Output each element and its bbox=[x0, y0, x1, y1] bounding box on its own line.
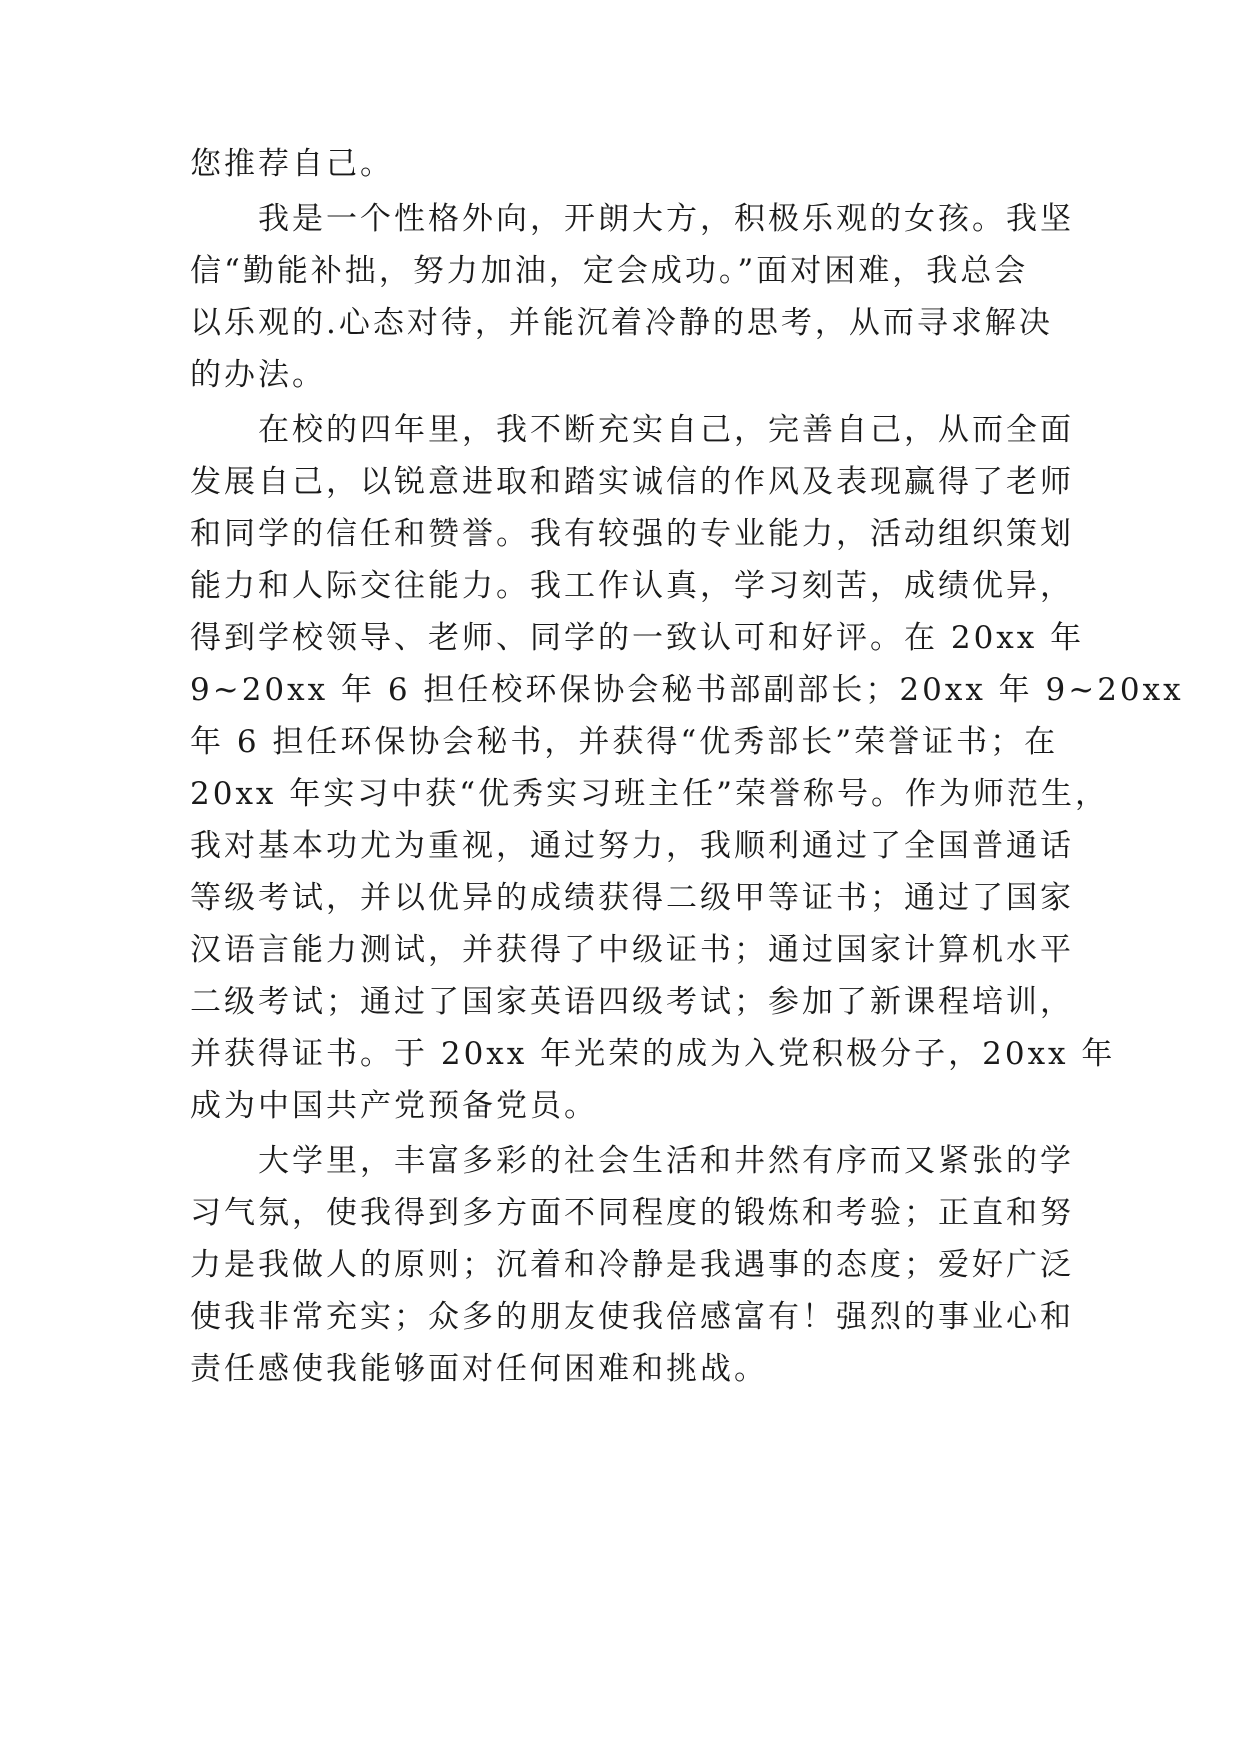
text-line: 我是一个性格外向，开朗大方，积极乐观的女孩。我坚 bbox=[190, 201, 1074, 237]
text-line: 力是我做人的原则；沉着和冷静是我遇事的态度；爱好广泛 bbox=[190, 1247, 1074, 1283]
text-line: 责任感使我能够面对任何困难和挑战。 bbox=[190, 1351, 768, 1387]
text-line: 20xx 年实习中获“优秀实习班主任”荣誉称号。作为师范生， bbox=[190, 776, 1109, 812]
text-line: 9~20xx 年 6 担任校环保协会秘书部副部长；20xx 年 9~20xx bbox=[190, 672, 1184, 708]
text-line: 信“勤能补拙，努力加油，定会成功。”面对困难，我总会 bbox=[190, 253, 1029, 289]
text-line: 二级考试；通过了国家英语四级考试；参加了新课程培训， bbox=[190, 984, 1074, 1020]
text-line: 等级考试，并以优异的成绩获得二级甲等证书；通过了国家 bbox=[190, 880, 1074, 916]
text-line: 年 6 担任环保协会秘书，并获得“优秀部长”荣誉证书；在 bbox=[190, 724, 1059, 760]
text-line: 习气氛，使我得到多方面不同程度的锻炼和考验；正直和努 bbox=[190, 1195, 1074, 1231]
text-line: 发展自己，以锐意进取和踏实诚信的作风及表现赢得了老师 bbox=[190, 464, 1074, 500]
text-line: 并获得证书。于 20xx 年光荣的成为入党积极分子，20xx 年 bbox=[190, 1036, 1116, 1072]
text-line: 您推荐自己。 bbox=[190, 146, 394, 182]
text-line: 汉语言能力测试，并获得了中级证书；通过国家计算机水平 bbox=[190, 932, 1074, 968]
text-line: 得到学校领导、老师、同学的一致认可和好评。在 20xx 年 bbox=[190, 620, 1085, 656]
text-line: 能力和人际交往能力。我工作认真，学习刻苦，成绩优异， bbox=[190, 568, 1074, 604]
text-line: 成为中国共产党预备党员。 bbox=[190, 1088, 598, 1124]
text-line: 在校的四年里，我不断充实自己，完善自己，从而全面 bbox=[190, 412, 1074, 448]
text-line: 的办法。 bbox=[190, 357, 326, 393]
text-line: 和同学的信任和赞誉。我有较强的专业能力，活动组织策划 bbox=[190, 516, 1074, 552]
text-line: 我对基本功尤为重视，通过努力，我顺利通过了全国普通话 bbox=[190, 828, 1074, 864]
text-line: 使我非常充实；众多的朋友使我倍感富有！强烈的事业心和 bbox=[190, 1299, 1074, 1335]
text-line: 以乐观的.心态对待，并能沉着冷静的思考，从而寻求解决 bbox=[190, 305, 1053, 341]
text-line: 大学里，丰富多彩的社会生活和井然有序而又紧张的学 bbox=[190, 1143, 1074, 1179]
